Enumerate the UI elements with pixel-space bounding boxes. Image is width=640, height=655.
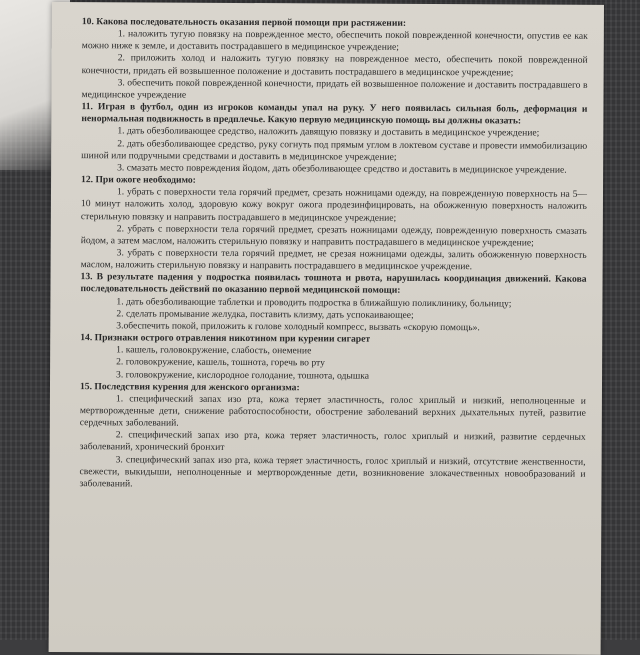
question-11-answer-1: 1. дать обезболивающее средство, наложить давящую повязку и доставить в медицинское учреждение; xyxy=(117,125,540,139)
question-10-answer-2: 2. приложить холод и наложить тугую повязку на поврежденное место, обеспечить покой поврежденной конечности, придать ей возвышенное положение и доставить пострадавшего в медицинское учреждение; xyxy=(81,52,588,79)
question-13-title: 13. В результате падения у подростка появилась тошнота и рвота, нарушилась координация движений. Какова последовательность действий по оказанию первой медицинской помощи: xyxy=(80,271,587,297)
question-13-answer-1: 1. дать обезболивающие таблетки и проводить подростка в ближайшую поликлинику, больницу; xyxy=(116,295,512,310)
question-10-answer-1: 1. наложить тугую повязку на поврежденное место, обеспечить покой поврежденной конечности, опустив ее как можно ниже к земле, и доставить пострадавшего в медицинское учреждение; xyxy=(81,28,588,54)
question-15-answer-2: 2. специфический запах изо рта, кожа теряет эластичность, голос хриплый и низкий, развитие сердечных заболеваний, хронический бронхит xyxy=(79,429,586,454)
question-15-answer-1: 1. специфический запах изо рта, кожа теряет эластичность, голос хриплый и низкий, неполноценные и мертворожденные дети, снижение работоспособности, обострение заболеваний верхних дыхательных путей, развитие сердечных заболеваний. xyxy=(79,393,586,429)
question-12-answer-2: 2. убрать с поверхности тела горячий предмет, срезать ножницами одежду, поврежденную поверхность смазать йодом, а затем маслом, наложить стерильную повязку и направить пострадавшего в медицинское учреждение; xyxy=(80,222,587,249)
question-14-title: 14. Признаки острого отравления никотином при курении сигарет xyxy=(80,332,371,345)
question-14-answer-3: 3. головокружение, кислородное голодание, тошнота, одышка xyxy=(116,368,370,382)
question-15-title: 15. Последствия курения для женского организма: xyxy=(79,380,300,393)
question-14-answer-2: 2. головокружение, кашель, тошнота, горечь во рту xyxy=(116,356,325,369)
question-12-answer-3: 3. убрать с поверхности тела горячий предмет, не срезая ножницами одежды, залить обожженную поверхность маслом, наложить стерильную повязку и направить пострадавшего в медицинское учреждение. xyxy=(80,247,587,273)
question-14-answer-1: 1. кашель, головокружение, слабость, онемение xyxy=(116,344,312,357)
question-10-answer-3: 3. обеспечить покой поврежденной конечности, придать ей возвышенное положение и доставить пострадавшего в медицинское учреждение xyxy=(81,77,588,101)
question-11-title: 11. Играя в футбол, один из игроков команды упал на руку. У него появилась сильная боль, деформация и ненормальная подвижность в предплечье. Какую первую медицинскую помощь вы должны оказать: xyxy=(81,101,588,127)
paper-sheet xyxy=(49,2,604,655)
question-12-title: 12. При ожоге необходимо: xyxy=(81,174,196,186)
question-11-answer-3: 3. смазать место повреждения йодом, дать обезболивающее средство и доставить в медицинское учреждение. xyxy=(117,162,567,176)
question-11-answer-2: 2. дать обезболивающее средство, руку согнуть под прямым углом в локтевом суставе и провести иммобилизацию шиной или подручными средствами и доставить в медицинское учреждение; xyxy=(81,137,588,163)
question-12-answer-1: 1. убрать с поверхности тела горячий предмет, срезать ножницами одежду, на поврежденную поверхность на 5—10 минут наложить холод, здоровую кожу вокруг ожога продезинфицировать, на обожженную поверхность наложить стерильную повязку и направить пострадавшего в медицинское учреждение; xyxy=(80,186,588,224)
question-13-answer-3: 3.обеспечить покой, приложить к голове холодный компресс, вызвать «скорую помощь». xyxy=(116,320,480,334)
question-10-title: 10. Какова последовательность оказания первой помощи при растяжении: xyxy=(81,16,407,29)
question-13-answer-2: 2. сделать промывание желудка, поставить клизму, дать успокаивающее; xyxy=(116,308,414,321)
question-15-answer-3: 3. специфический запах изо рта, кожа теряет эластичность, голос хриплый и низкий, отсутствие женственности, свежести, выкидыши, неполноценные и мертворожденные дети, возникновение злокачественных новообразований и заболеваний. xyxy=(79,453,586,490)
